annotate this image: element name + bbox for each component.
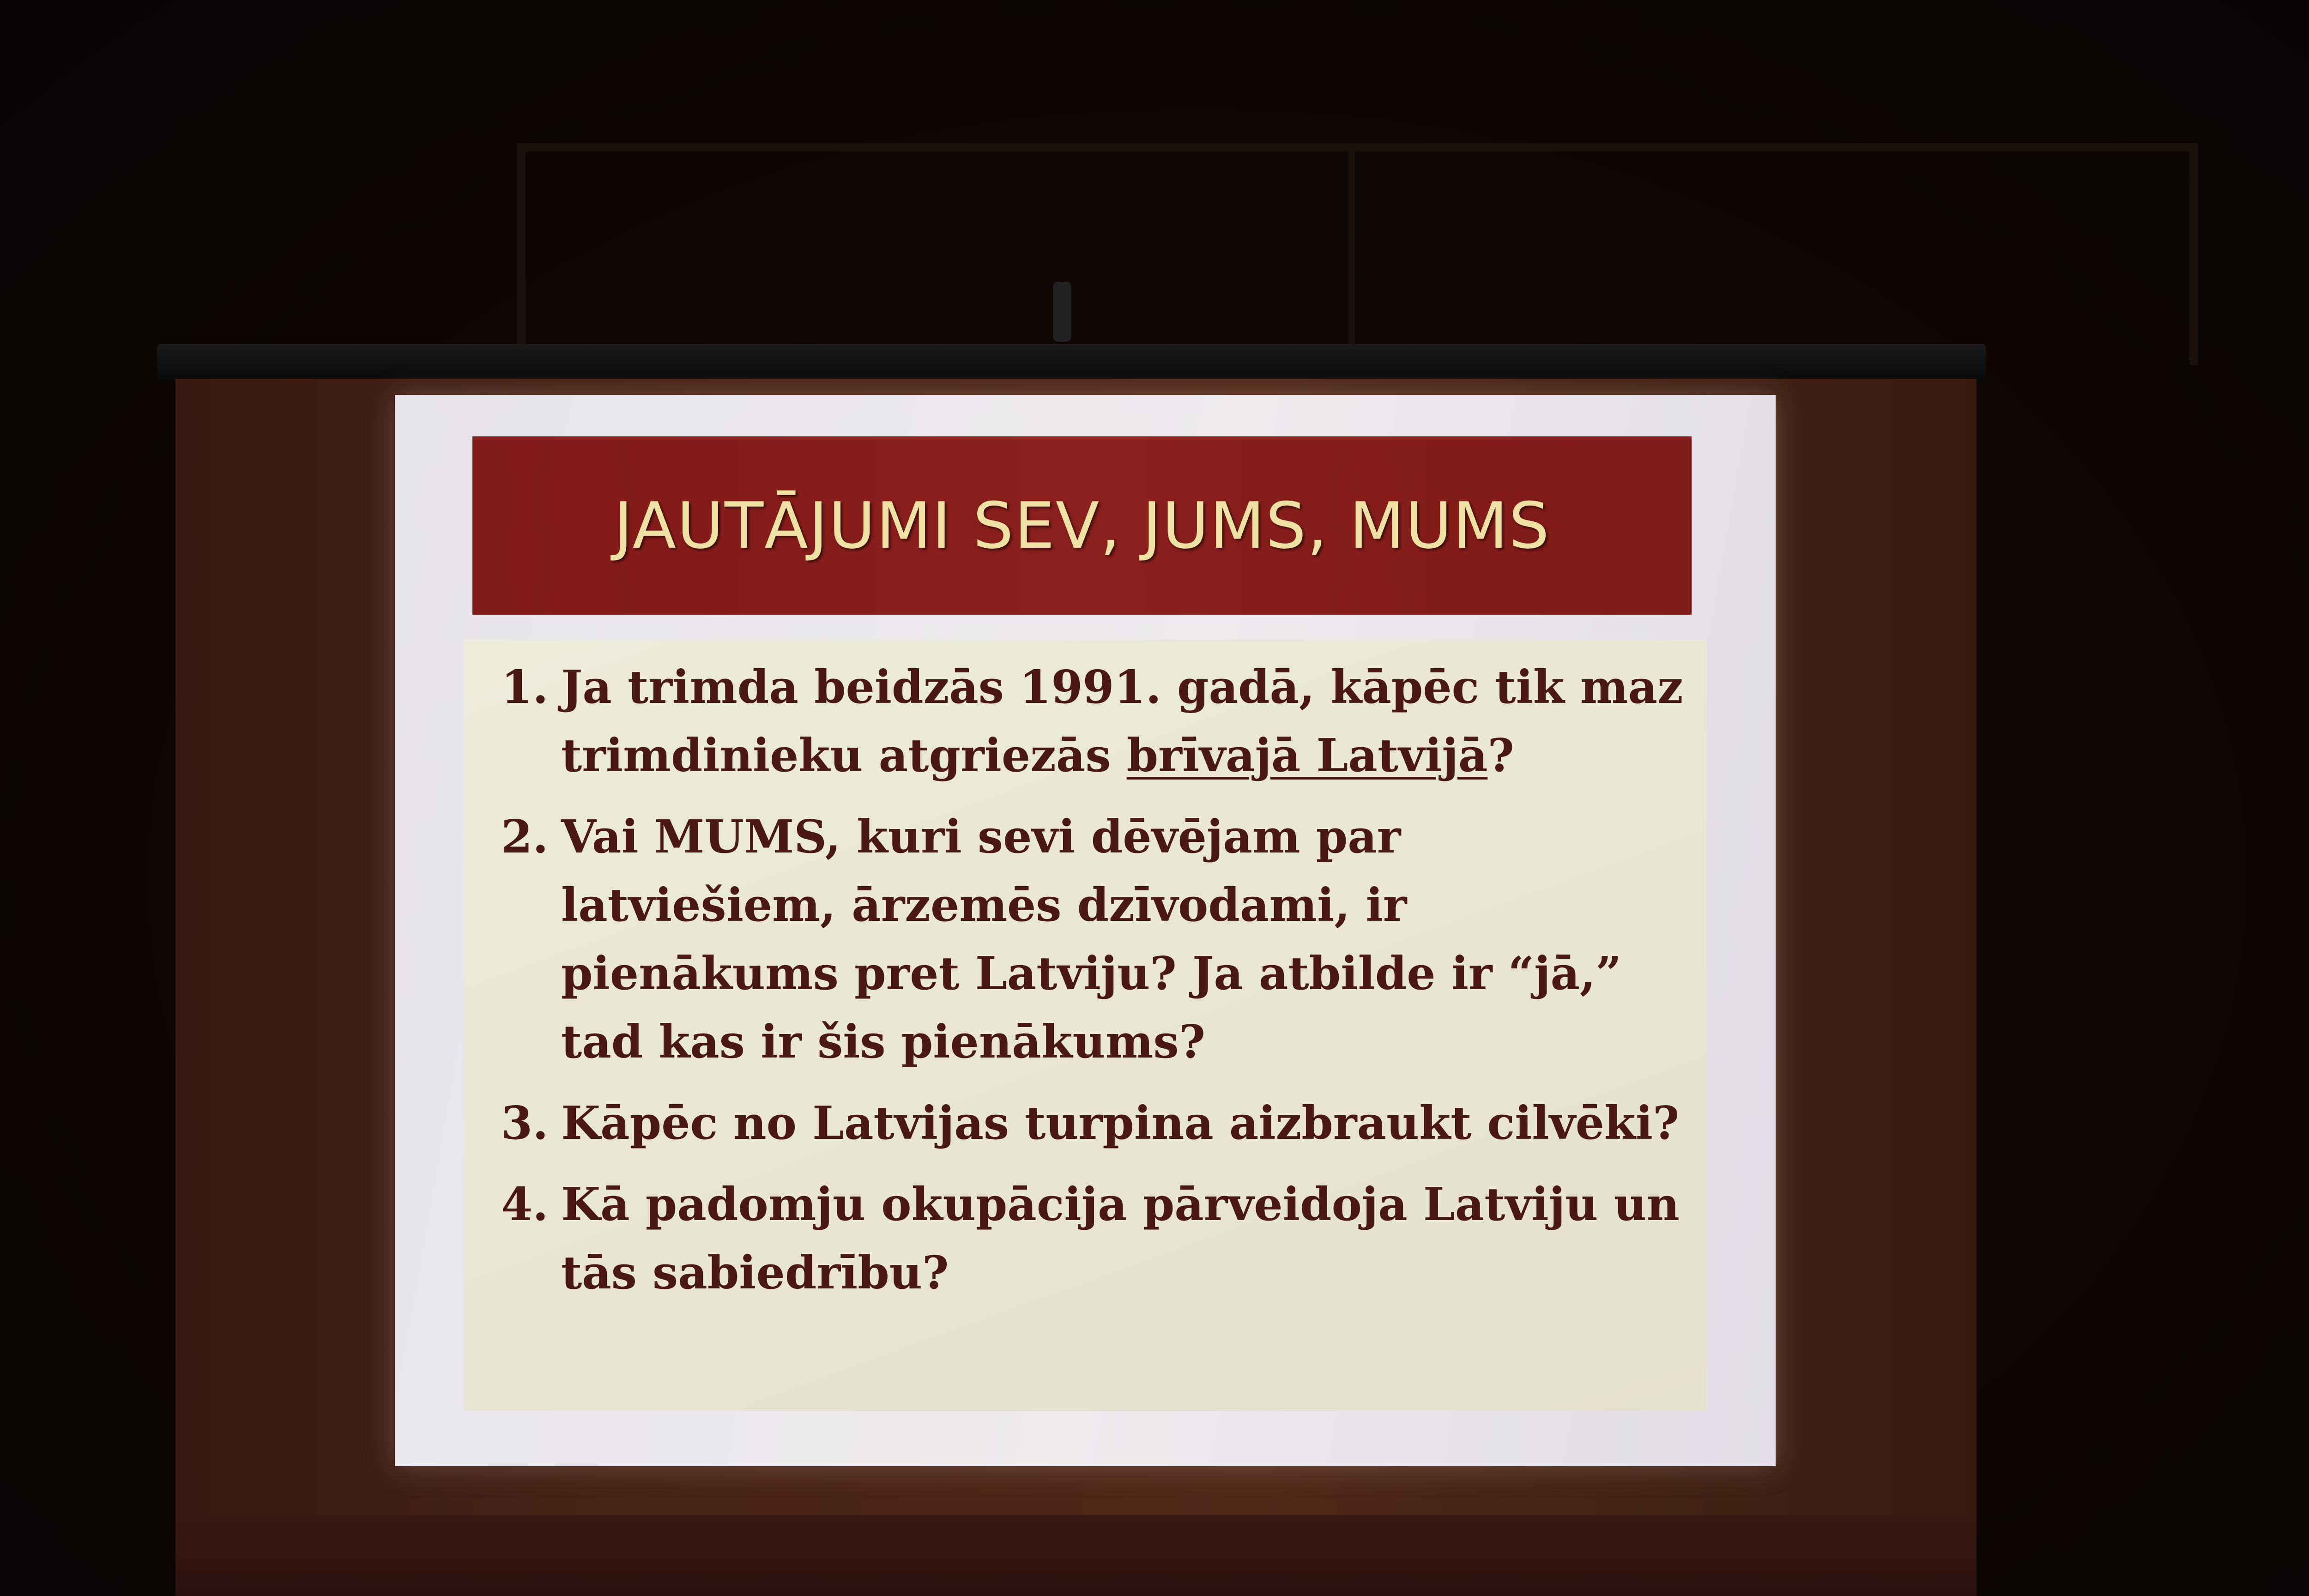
screen-bottom (175, 1515, 1977, 1596)
question-number: 2. (501, 810, 549, 864)
wall-frame (517, 143, 2198, 365)
question-1-line-1: Ja trimda beidzās 1991. gadā, kāpēc tik maz (561, 661, 1683, 714)
question-text: Kāpēc no Latvijas turpina aizbraukt cilvēki? (561, 1097, 1680, 1150)
question-item-4 (501, 1171, 1683, 1307)
question-number: 1. (501, 661, 549, 714)
question-text (561, 653, 1683, 790)
slide-body (464, 640, 1706, 1411)
question-item-3 (501, 1089, 1683, 1158)
slide-title: JAUTĀJUMI SEV, JUMS, MUMS (614, 488, 1550, 563)
presentation-slide (395, 395, 1776, 1466)
question-number: 4. (501, 1178, 549, 1231)
underlined-phrase: brīvajā Latvijā (1126, 729, 1488, 782)
question-number: 3. (501, 1097, 549, 1150)
question-text: Vai MUMS, kuri sevi dēvējam par latviešiem, ārzemēs dzīvodami, ir pienākums pret Latviju? Ja atbilde ir “jā,” tad kas ir šis pienākums? (561, 810, 1622, 1069)
question-1-line-2: trimdinieku atgriezās (561, 729, 1127, 782)
question-item-2 (501, 803, 1683, 1076)
slide-title-bar (472, 436, 1692, 615)
wall-divider (2189, 148, 2195, 360)
question-item-1 (501, 653, 1683, 790)
question-text: Kā padomju okupācija pārveidoja Latviju un tās sabiedrību? (561, 1178, 1680, 1300)
screen-top-bar (157, 344, 1986, 381)
projector-mount (1053, 282, 1071, 342)
wall-divider (1348, 148, 1355, 360)
question-list (501, 653, 1683, 1320)
question-1-suffix: ? (1487, 729, 1514, 782)
